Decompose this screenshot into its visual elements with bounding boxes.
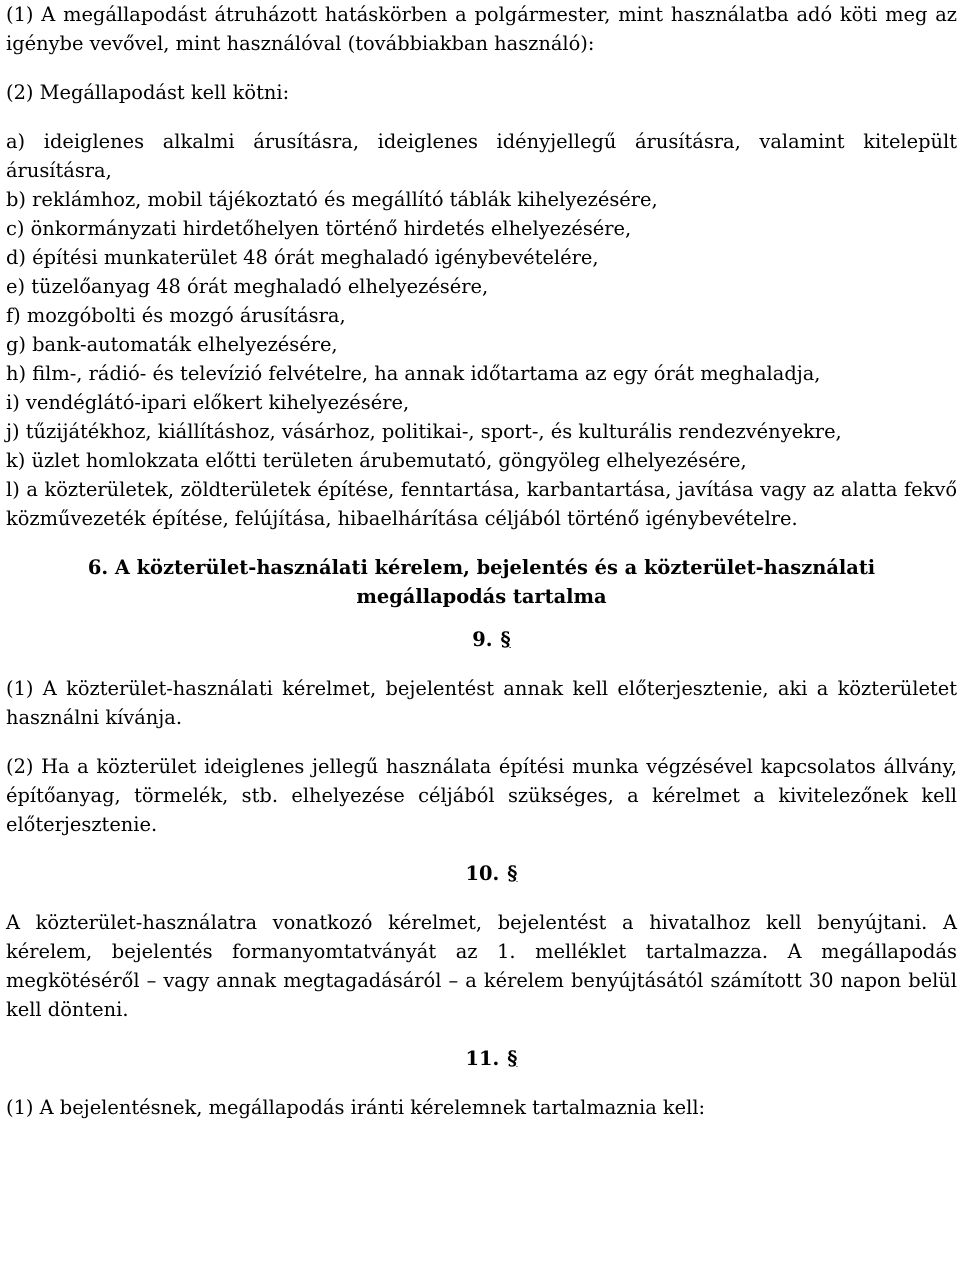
list-item-k: k) üzlet homlokzata előtti területen árubemutató, göngyöleg elhelyezésére, — [6, 449, 747, 472]
list-item-f: f) mozgóbolti és mozgó árusításra, — [6, 304, 346, 327]
section-6-heading-line-1: 6. A közterület-használati kérelem, bejelentés és a közterület-használati — [87, 556, 876, 579]
document-page — [6, 0, 957, 1122]
list-item-i: i) vendéglátó-ipari előkert kihelyezésére, — [6, 391, 410, 414]
paragraph-11-1: (1) A bejelentésnek, megállapodás iránti kérelemnek tartalmaznia kell: — [6, 1096, 706, 1119]
section-6-heading-line-2: megállapodás tartalma — [356, 585, 607, 608]
section-6-heading — [6, 553, 957, 611]
paragraph-11-number — [6, 1044, 957, 1073]
list-item-b: b) reklámhoz, mobil tájékoztató és megállító táblák kihelyezésére, — [6, 188, 658, 211]
list-item-d: d) építési munkaterület 48 órát meghaladó igénybevételére, — [6, 246, 599, 269]
paragraph-9-2: (2) Ha a közterület ideiglenes jellegű használata építési munka végzésével kapcsolatos állvány, építőanyag, törmelék, stb. elhelyezése céljából szükséges, a kérelmet a kivitelezőnek kell előterjesztenie. — [6, 755, 957, 836]
section-sign: § — [500, 628, 511, 651]
paragraph-9-number — [6, 625, 957, 654]
paragraph-10-1: A közterület-használatra vonatkozó kérelmet, bejelentést a hivatalhoz kell benyújtani. A kérelem, bejelentés formanyomtatványát az 1. melléklet tartalmazza. A megállapodás megkötéséről – vagy annak megtagadásáról – a kérelem benyújtásától számított 30 napon belül kell dönteni. — [6, 911, 957, 1021]
agreement-list — [6, 127, 957, 533]
list-item-j: j) tűzijátékhoz, kiállításhoz, vásárhoz, politikai-, sport-, és kulturális rendezvényekre, — [6, 420, 842, 443]
paragraph-10-number — [6, 859, 957, 888]
list-item-a: a) ideiglenes alkalmi árusításra, ideiglenes idényjellegű árusításra, valamint kitelepült árusításra, — [6, 130, 957, 182]
paragraph-11-number-text: 11. — [465, 1047, 500, 1070]
paragraph-10-number-text: 10. — [465, 862, 500, 885]
list-item-c: c) önkormányzati hirdetőhelyen történő hirdetés elhelyezésére, — [6, 217, 632, 240]
list-item-e: e) tüzelőanyag 48 órát meghaladó elhelyezésére, — [6, 275, 489, 298]
paragraph-9-number-text: 9. — [472, 628, 493, 651]
section-sign: § — [507, 1047, 518, 1070]
list-item-h: h) film-, rádió- és televízió felvételre, ha annak időtartama az egy órát meghaladja, — [6, 362, 821, 385]
intro-paragraph-1: (1) A megállapodást átruházott hatáskörben a polgármester, mint használatba adó köti meg az igénybe vevővel, mint használóval (továbbiakban használó): — [6, 3, 957, 55]
paragraph-9-1: (1) A közterület-használati kérelmet, bejelentést annak kell előterjesztenie, aki a közterületet használni kívánja. — [6, 677, 957, 729]
list-item-l: l) a közterületek, zöldterületek építése, fenntartása, karbantartása, javítása vagy az alatta fekvő közművezeték építése, felújítása, hibaelhárítása céljából történő igénybevételre. — [6, 478, 957, 530]
intro-paragraph-2: (2) Megállapodást kell kötni: — [6, 81, 290, 104]
section-sign: § — [507, 862, 518, 885]
list-item-g: g) bank-automaták elhelyezésére, — [6, 333, 338, 356]
